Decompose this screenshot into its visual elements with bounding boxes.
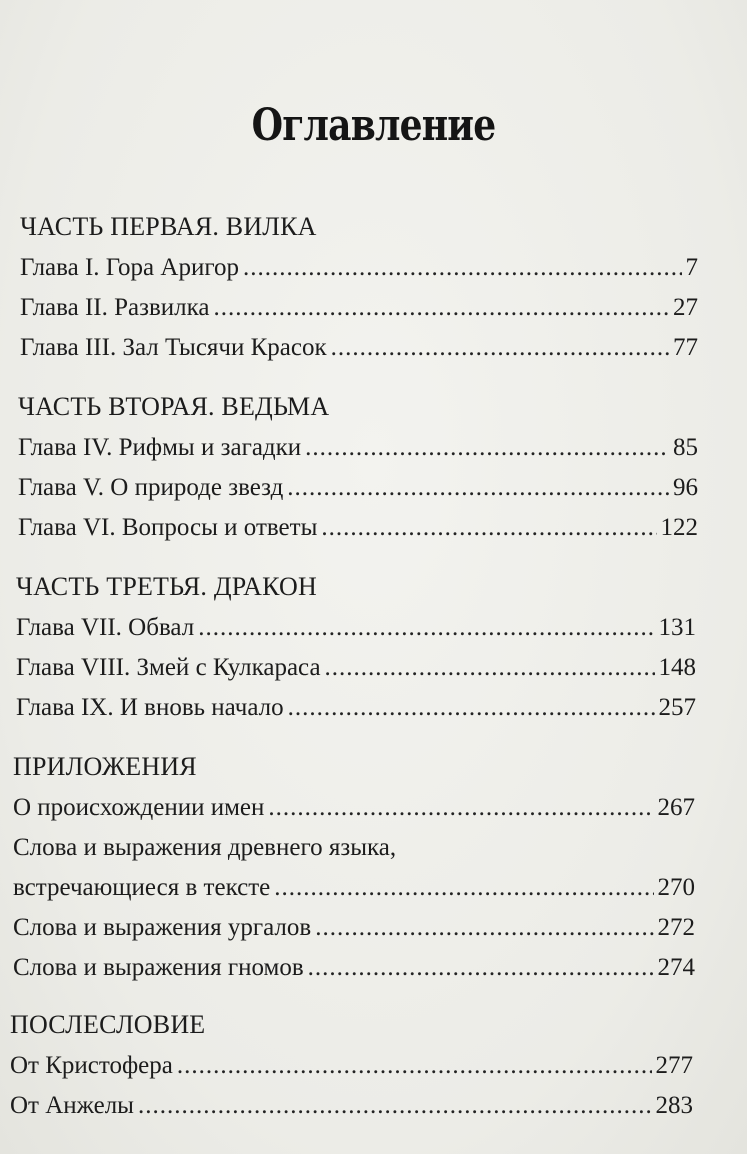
page-number: 267 — [657, 794, 695, 821]
entry-label: Слова и выражения ургалов — [13, 914, 312, 941]
toc-entry[interactable] — [20, 294, 698, 322]
entry-label-line1: Слова и выражения древнего языка, — [13, 834, 397, 861]
toc-entry[interactable] — [16, 694, 696, 722]
entry-label: встречающиеся в тексте — [13, 874, 271, 901]
page-number: 272 — [657, 914, 695, 941]
part-heading: ЧАСТЬ ВТОРАЯ. ВЕДЬМА — [18, 392, 330, 421]
entry-label: От Анжелы — [10, 1092, 134, 1119]
entry-label: Глава I. Гора Аригор — [20, 254, 239, 281]
toc-entry[interactable] — [18, 434, 698, 462]
leader-dots — [305, 434, 669, 462]
entry-label: Глава V. О природе звезд — [18, 474, 284, 501]
leader-dots — [287, 474, 669, 502]
page-number: 85 — [673, 434, 698, 461]
entry-label: Глава II. Развилка — [20, 294, 210, 321]
entry-label: Глава III. Зал Тысячи Красок — [20, 334, 327, 361]
toc-entry[interactable] — [10, 1092, 693, 1120]
part-heading: ПОСЛЕСЛОВИЕ — [10, 1010, 206, 1039]
toc-entry[interactable] — [20, 334, 698, 362]
leader-dots — [288, 694, 655, 722]
leader-dots — [308, 954, 654, 982]
page-number: 77 — [673, 334, 698, 361]
page-number: 257 — [658, 694, 696, 721]
toc-entry[interactable] — [18, 474, 698, 502]
page-number: 131 — [658, 614, 696, 641]
toc-entry[interactable] — [16, 654, 696, 682]
entry-label: Слова и выражения гномов — [13, 954, 304, 981]
part-heading: ЧАСТЬ ТРЕТЬЯ. ДРАКОН — [16, 572, 317, 601]
part-heading: ПРИЛОЖЕНИЯ — [13, 752, 197, 781]
leader-dots — [274, 874, 653, 902]
entry-label: От Кристофера — [10, 1052, 173, 1079]
page-number: 122 — [660, 514, 698, 541]
page-title: Оглавление — [251, 100, 496, 151]
leader-dots — [325, 654, 655, 682]
toc-entry[interactable] — [16, 614, 696, 642]
page-number: 27 — [673, 294, 698, 321]
leader-dots — [214, 294, 669, 322]
leader-dots — [321, 514, 656, 542]
leader-dots — [315, 914, 653, 942]
page-number: 277 — [655, 1052, 693, 1079]
toc-entry[interactable] — [20, 254, 698, 282]
leader-dots — [268, 794, 653, 822]
toc-entry[interactable] — [13, 954, 695, 982]
entry-label: Глава IV. Рифмы и загадки — [18, 434, 302, 461]
toc-entry[interactable] — [10, 1052, 693, 1080]
page-number: 283 — [655, 1092, 693, 1119]
leader-dots — [138, 1092, 652, 1120]
toc-entry[interactable] — [13, 794, 695, 822]
entry-label: Глава IX. И вновь начало — [16, 694, 284, 721]
leader-dots — [177, 1052, 652, 1080]
toc-entry[interactable] — [13, 914, 695, 942]
part-heading: ЧАСТЬ ПЕРВАЯ. ВИЛКА — [20, 212, 317, 241]
toc-entry[interactable] — [13, 874, 695, 902]
page-number: 274 — [657, 954, 695, 981]
page-number: 7 — [685, 254, 698, 281]
page-number: 270 — [657, 874, 695, 901]
entry-label: О происхождении имен — [13, 794, 265, 821]
page-number: 148 — [658, 654, 696, 681]
entry-label: Глава VIII. Змей с Кулкараса — [16, 654, 321, 681]
leader-dots — [243, 254, 682, 282]
entry-label: Глава VI. Вопросы и ответы — [18, 514, 318, 541]
leader-dots — [198, 614, 654, 642]
toc-entry[interactable] — [18, 514, 698, 542]
page-number: 96 — [673, 474, 698, 501]
leader-dots — [331, 334, 669, 362]
entry-label: Глава VII. Обвал — [16, 614, 195, 641]
